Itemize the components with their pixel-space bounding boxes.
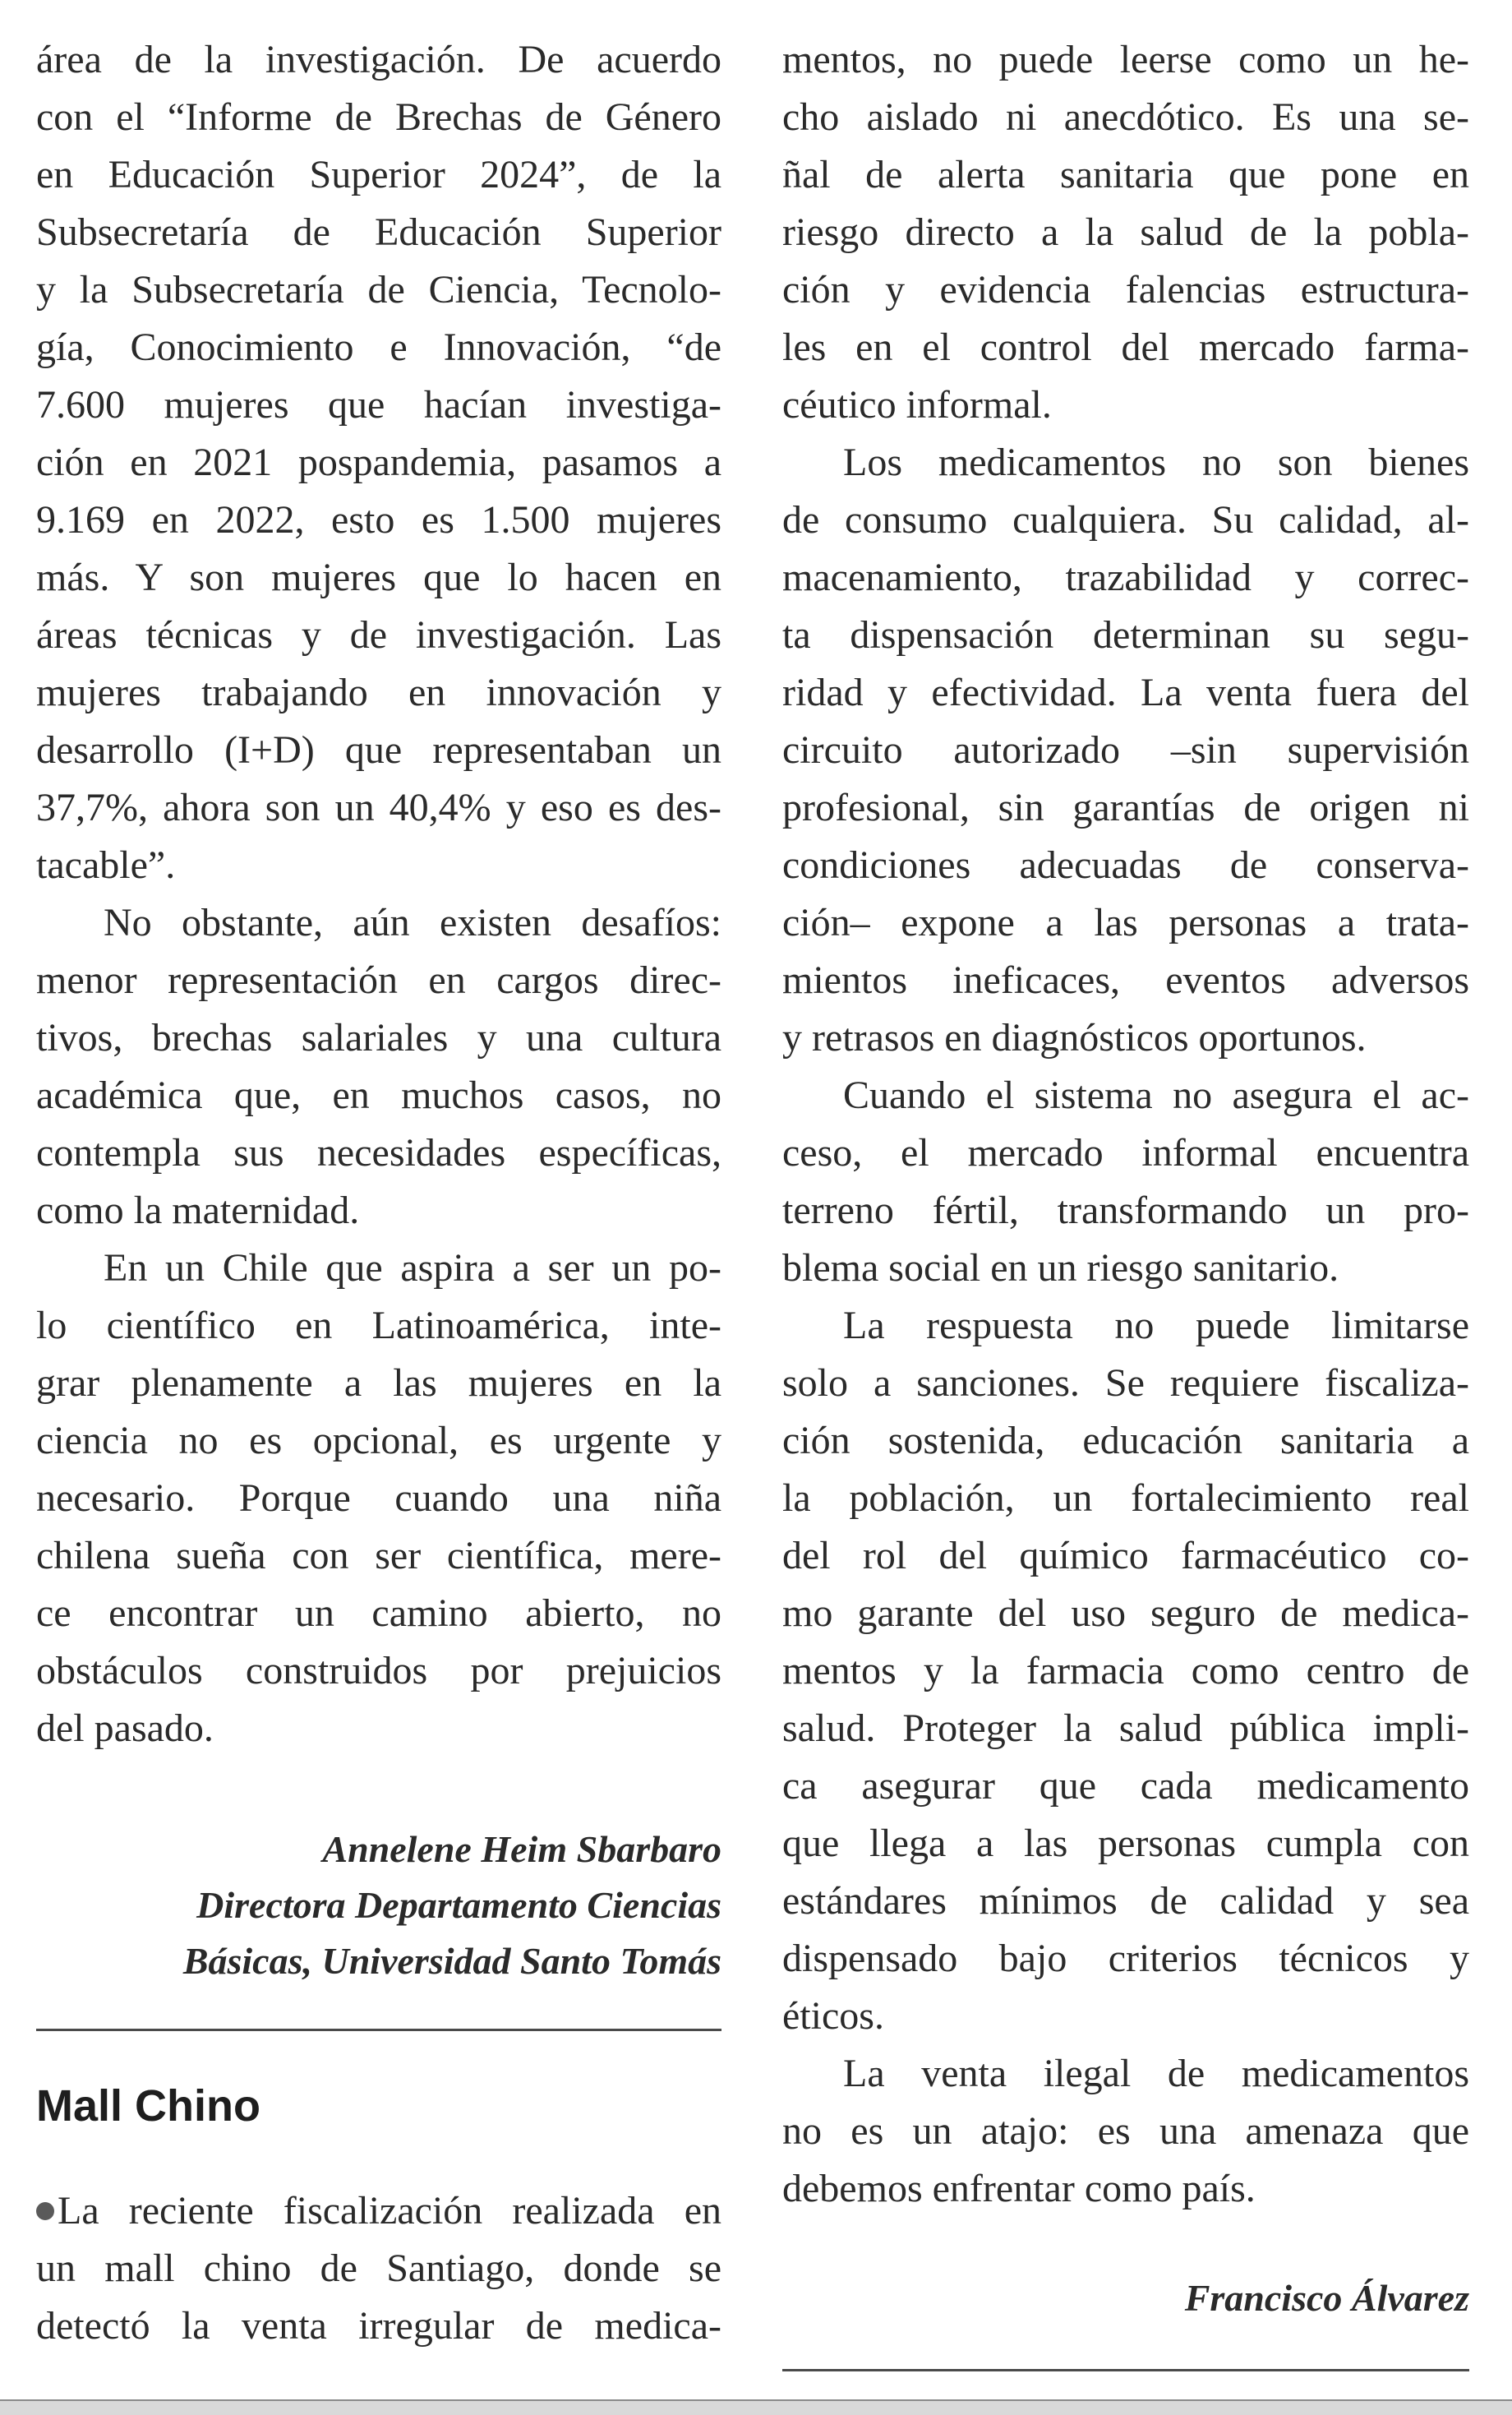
article-line: contempla sus necesidades específicas,	[36, 1131, 721, 1175]
article-line: En un Chile que aspira a ser un po-	[104, 1246, 721, 1290]
article-line: mentos y la farmacia como centro de	[782, 1649, 1469, 1692]
article-line: mo garante del uso seguro de medica-	[782, 1591, 1469, 1635]
article-line: ce encontrar un camino abierto, no	[36, 1591, 721, 1635]
article-line: salud. Proteger la salud pública impli-	[782, 1706, 1469, 1750]
article-line: y retrasos en diagnósticos oportunos.	[782, 1016, 1367, 1060]
page-bottom-edge	[0, 2399, 1512, 2415]
article-line: en Educación Superior 2024”, de la	[36, 153, 721, 196]
article-line: ción sostenida, educación sanitaria a	[782, 1419, 1469, 1462]
article-line: obstáculos construidos por prejuicios	[36, 1649, 721, 1692]
article-line: No obstante, aún existen desafíos:	[104, 901, 721, 944]
article-line: cho aislado ni anecdótico. Es una se-	[782, 95, 1469, 139]
article-line: no es un atajo: es una amenaza que	[782, 2109, 1469, 2153]
article-line: profesional, sin garantías de origen ni	[782, 786, 1469, 829]
article-line: 9.169 en 2022, esto es 1.500 mujeres	[36, 498, 721, 542]
article-line: lo científico en Latinoamérica, inte-	[36, 1304, 721, 1347]
article-line: La venta ilegal de medicamentos	[843, 2052, 1469, 2095]
article-line: terreno fértil, transformando un pro-	[782, 1189, 1469, 1232]
article-line: ridad y efectividad. La venta fuera del	[782, 671, 1469, 714]
article-line: grar plenamente a las mujeres en la	[36, 1361, 721, 1405]
article-line: detectó la venta irregular de medica-	[36, 2304, 721, 2348]
article-line: éticos.	[782, 1994, 884, 2038]
article-line: ción y evidencia falencias estructura-	[782, 268, 1469, 312]
article-line: blema social en un riesgo sanitario.	[782, 1246, 1339, 1290]
article-line: áreas técnicas y de investigación. Las	[36, 613, 721, 657]
article-line: ca asegurar que cada medicamento	[782, 1764, 1469, 1808]
article-line: ción en 2021 pospandemia, pasamos a	[36, 441, 721, 484]
article-line: circuito autorizado –sin supervisión	[782, 728, 1469, 772]
article-line: 7.600 mujeres que hacían investiga-	[36, 383, 721, 427]
article-line: riesgo directo a la salud de la pobla-	[782, 210, 1469, 254]
article-line: mientos ineficaces, eventos adversos	[782, 958, 1469, 1002]
article-line: del pasado.	[36, 1706, 214, 1750]
article-line: condiciones adecuadas de conserva-	[782, 843, 1469, 887]
author-affiliation: Básicas, Universidad Santo Tomás	[182, 1940, 721, 1982]
article-line: 37,7%, ahora son un 40,4% y eso es des-	[36, 786, 721, 829]
article-line: gía, Conocimiento e Innovación, “de	[36, 326, 721, 369]
article-line: académica que, en muchos casos, no	[36, 1074, 721, 1117]
article-line: Cuando el sistema no asegura el ac-	[843, 1074, 1469, 1117]
left-column	[36, 31, 721, 2355]
article-line: estándares mínimos de calidad y sea	[782, 1879, 1469, 1923]
article-line: la población, un fortalecimiento real	[782, 1476, 1469, 1520]
article-line: tacable”.	[36, 843, 176, 887]
article-line: Los medicamentos no son bienes	[843, 441, 1469, 484]
article-line: desarrollo (I+D) que representaban un	[36, 728, 721, 772]
article-line: ceso, el mercado informal encuentra	[782, 1131, 1469, 1175]
column-end-divider	[782, 2369, 1469, 2371]
article-line: ciencia no es opcional, es urgente y	[36, 1419, 721, 1462]
article-line: mentos, no puede leerse como un he-	[782, 38, 1469, 81]
article-line: Subsecretaría de Educación Superior	[36, 210, 721, 254]
article-line: macenamiento, trazabilidad y correc-	[782, 556, 1469, 599]
article-line: céutico informal.	[782, 383, 1052, 427]
article-line: La respuesta no puede limitarse	[843, 1304, 1469, 1347]
article-line: un mall chino de Santiago, donde se	[36, 2246, 721, 2290]
author-title: Directora Departamento Ciencias	[196, 1884, 721, 1926]
article-line: debemos enfrentar como país.	[782, 2167, 1256, 2210]
article-line: ñal de alerta sanitaria que pone en	[782, 153, 1469, 196]
article-line: solo a sanciones. Se requiere fiscaliza-	[782, 1361, 1469, 1405]
article-line: que llega a las personas cumpla con	[782, 1822, 1469, 1865]
section-heading: Mall Chino	[36, 2081, 260, 2131]
article-line: menor representación en cargos direc-	[36, 958, 721, 1002]
article-line: chilena sueña con ser científica, mere-	[36, 1534, 721, 1577]
right-column	[782, 31, 1469, 2371]
article-line: de consumo cualquiera. Su calidad, al-	[782, 498, 1469, 542]
bullet-icon	[36, 2202, 54, 2220]
article-line: más. Y son mujeres que lo hacen en	[36, 556, 721, 599]
article-line: con el “Informe de Brechas de Género	[36, 95, 721, 139]
article-line: ción– expone a las personas a trata-	[782, 901, 1469, 944]
article-line: tivos, brechas salariales y una cultura	[36, 1016, 721, 1060]
author-name: Annelene Heim Sbarbaro	[322, 1828, 721, 1870]
article-line: les en el control del mercado farma-	[782, 326, 1469, 369]
article-line: La reciente fiscalización realizada en	[36, 2182, 721, 2240]
article-line: ta dispensación determinan su segu-	[782, 613, 1469, 657]
article-line: del rol del químico farmacéutico co-	[782, 1534, 1469, 1577]
article-line: mujeres trabajando en innovación y	[36, 671, 721, 714]
article-line: necesario. Porque cuando una niña	[36, 1476, 721, 1520]
author-name: Francisco Álvarez	[1184, 2277, 1469, 2319]
article-line: como la maternidad.	[36, 1189, 360, 1232]
article-line: dispensado bajo criterios técnicos y	[782, 1937, 1469, 1980]
article-line: y la Subsecretaría de Ciencia, Tecnolo-	[36, 268, 721, 312]
article-line: área de la investigación. De acuerdo	[36, 38, 721, 81]
